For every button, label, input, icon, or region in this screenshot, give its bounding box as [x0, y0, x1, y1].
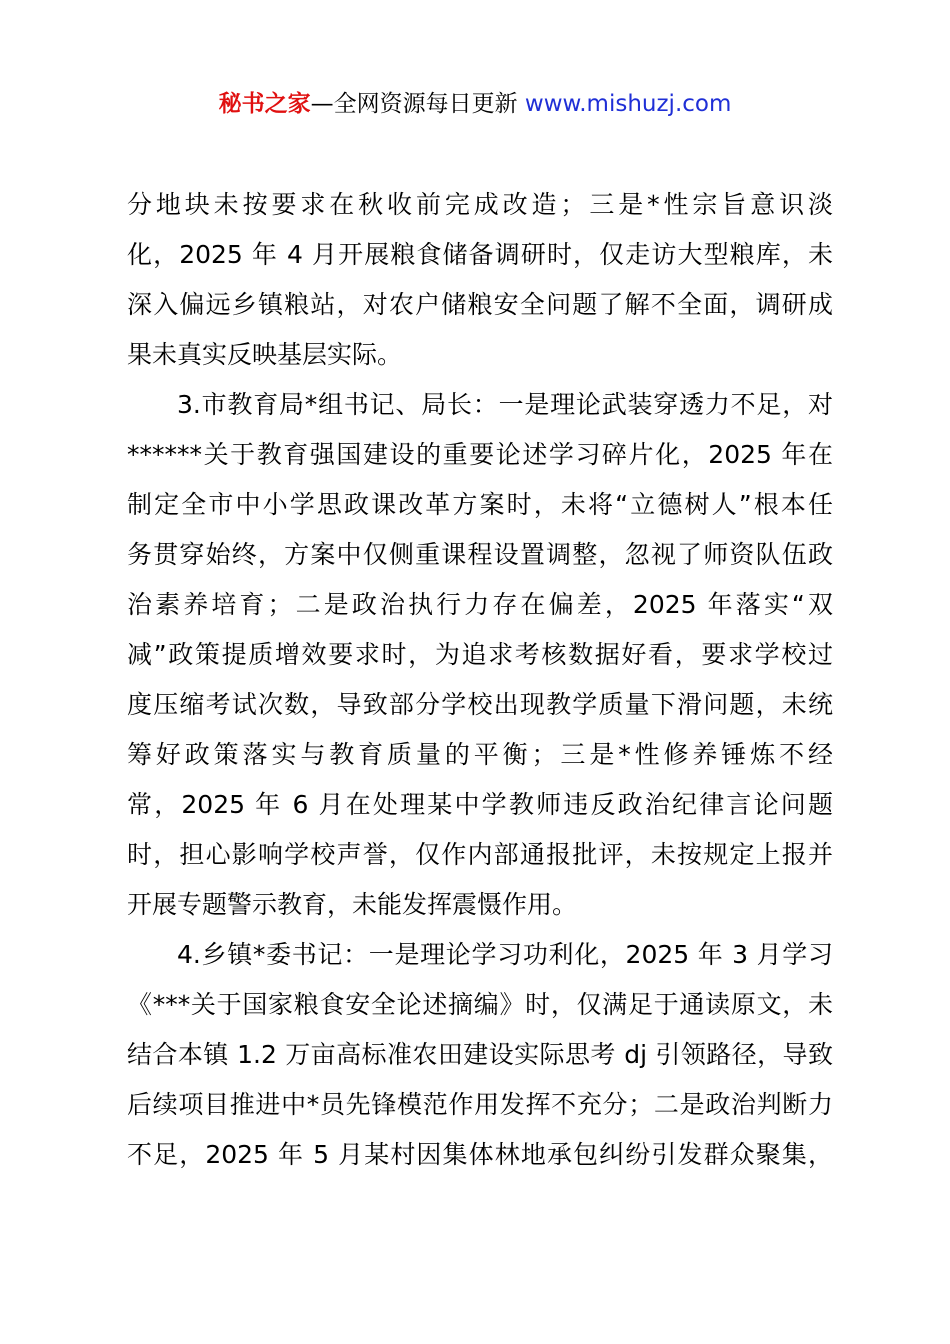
paragraph-start-line: 4.乡镇*委书记：一是理论学习功利化，2025 年 3 月学习 — [177, 940, 833, 969]
text-line: 治素养培育；二是政治执行力存在偏差，2025 年落实“双 — [127, 590, 833, 619]
text-line: 结合本镇 1.2 万亩高标准农田建设实际思考 dj 引领路径，导致 — [127, 1040, 833, 1069]
text-line: 度压缩考试次数，导致部分学校出现教学质量下滑问题，未统 — [127, 690, 833, 719]
text-line: 务贯穿始终，方案中仅侧重课程设置调整，忽视了师资队伍政 — [127, 540, 833, 569]
brand-name: 秘书之家 — [218, 91, 311, 117]
text-line: ******关于教育强国建设的重要论述学习碎片化，2025 年在 — [127, 440, 833, 469]
text-line: 分地块未按要求在秋收前完成改造；三是*性宗旨意识淡 — [127, 190, 833, 219]
page-header — [0, 88, 950, 120]
text-line: 时，担心影响学校声誉，仅作内部通报批评，未按规定上报并 — [127, 840, 833, 869]
text-line: 常，2025 年 6 月在处理某中学教师违反政治纪律言论问题 — [127, 790, 833, 819]
text-line: 制定全市中小学思政课改革方案时，未将“立德树人”根本任 — [127, 490, 833, 519]
text-line: 果未真实反映基层实际。 — [127, 340, 403, 369]
header-url-link[interactable]: www.mishuzj.com — [524, 91, 732, 117]
text-line: 减”政策提质增效要求时，为追求考核数据好看，要求学校过 — [127, 640, 833, 669]
text-line: 筹好政策落实与教育质量的平衡；三是*性修养锤炼不经 — [127, 740, 833, 769]
header-tagline: —全网资源每日更新 — [310, 91, 525, 117]
text-line: 化，2025 年 4 月开展粮食储备调研时，仅走访大型粮库，未 — [127, 240, 833, 269]
paragraph-start-line: 3.市教育局*组书记、局长：一是理论武装穿透力不足，对 — [177, 390, 833, 419]
text-line: 后续项目推进中*员先锋模范作用发挥不充分；二是政治判断力 — [127, 1090, 833, 1119]
text-line: 开展专题警示教育，未能发挥震慑作用。 — [127, 890, 578, 919]
text-line: 不足，2025 年 5 月某村因集体林地承包纠纷引发群众聚集， — [127, 1140, 833, 1169]
text-line: 《***关于国家粮食安全论述摘编》时，仅满足于通读原文，未 — [127, 990, 833, 1019]
text-line: 深入偏远乡镇粮站，对农户储粮安全问题了解不全面，调研成 — [127, 290, 833, 319]
document-body — [127, 180, 833, 1180]
